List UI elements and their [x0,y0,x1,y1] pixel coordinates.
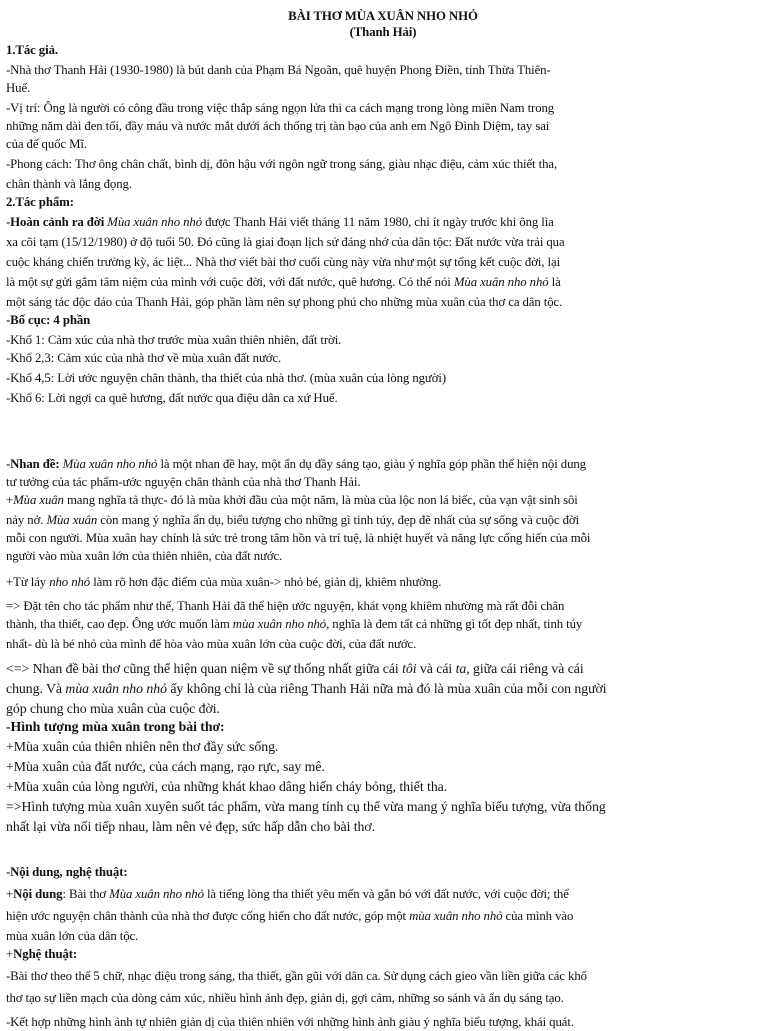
text-line: thơ tạo sự liền mạch của dòng cảm xúc, nhiều hình ảnh đẹp, giản dị, gợi cảm, những so sánh và ẩn dụ sáng tạo. [6,991,564,1005]
text-line: những năm dài đen tối, đầy máu và nước mắt dưới ách thống trị tàn bạo của anh em Ngô Đình Diệm, tay sai [6,119,550,133]
italic-span: Mùa xuân nho nhỏ [453,275,549,289]
text-line: -Kết hợp những hình ảnh tự nhiên giản dị của thiên nhiên với những hình ảnh giàu ý nghĩa biểu tượng, khái quát. [6,1015,574,1029]
text-span: + [6,493,14,507]
text-line: -Khổ 6: Lời ngợi ca quê hương, đất nước qua điệu dân ca xứ Huế. [6,391,338,405]
text-span: ấy không chỉ là của riêng Thanh Hải nữa mà đó là mùa xuân của mỗi con người [166,681,607,696]
text-span: là một nhan đề hay, một ẩn dụ đầy sáng tạo, giàu ý nghĩa góp phần thể hiện nội dung [157,457,586,471]
italic-span: Mùa xuân [46,513,98,527]
text-line: mỗi con người. Mùa xuân hay chính là sức trẻ trong tâm hồn và trí tuệ, là nhiệt huyết và năng lực cống hiến của mỗi [6,531,591,545]
bold-span: -Nhan đề: [6,457,60,471]
text-span: của mình vào [502,909,574,923]
text-span: là [548,275,561,289]
text-line: 1.Tác giả. [6,43,58,57]
text-line: một sáng tác độc đáo của Thanh Hải, góp phần làm nên sự phong phú cho những mùa xuân của thơ ca dân tộc. [6,295,563,309]
text-line: BÀI THƠ MÙA XUÂN NHO NHỎ [288,9,478,23]
text-line: => Đặt tên cho tác phẩm như thế, Thanh Hải đã thể hiện ước nguyện, khát vọng khiêm nhường mà rất đỗi chân [6,599,565,613]
text-span: làm rõ hơn đặc điểm của mùa xuân-> nhỏ bé, giản dị, khiêm nhường. [90,575,442,589]
italic-span: Mùa xuân nho nhỏ [62,457,158,471]
text-line: -Bài thơ theo thể 5 chữ, nhạc điệu trong sáng, tha thiết, gần gũi với dân ca. Sử dụng cách gieo vần liền giữa các khổ [6,969,587,983]
text-line [6,492,760,509]
text-line: -Khổ 1: Cảm xúc của nhà thơ trước mùa xuân thiên nhiên, đất trời. [6,333,342,347]
text-line: chân thành và lắng đọng. [6,177,132,191]
text-line [6,512,760,529]
text-line [6,274,760,291]
italic-span: mùa xuân nho nhỏ [232,617,327,631]
text-line: nhất lại vừa nối tiếp nhau, làm nên vẻ đẹp, sức hấp dẫn cho bài thơ. [6,819,376,834]
text-line: -Bố cục: 4 phần [6,313,91,327]
text-span: và cái [416,661,456,676]
text-line [6,908,760,925]
text-line: -Nhà thơ Thanh Hải (1930-1980) là bút danh của Phạm Bá Ngoãn, quê huyện Phong Điền, tỉnh Thừa Thiên- [6,63,551,77]
text-line: của đế quốc Mĩ. [6,137,87,151]
text-line [6,680,760,697]
text-line: -Vị trí: Ông là người có công đầu trong việc thắp sáng ngọn lửa thi ca cách mạng trong lòng miền Nam trong [6,101,555,115]
bold-span: -Hoàn cảnh ra đời [6,215,105,229]
text-line: +Mùa xuân của lòng người, của những khát khao dâng hiến cháy bỏng, thiết tha. [6,779,448,794]
text-line [6,946,760,963]
text-line: 2.Tác phẩm: [6,195,74,209]
italic-span: Mùa xuân nho nhỏ [109,887,204,901]
text-line: cuộc kháng chiến trường kỳ, ác liệt... Nhà thơ viết bài thơ cuối cùng này vừa như một sự tổng kết cuộc đời, lại [6,255,561,269]
bold-span: Nội dung [13,887,63,901]
text-line: -Nội dung, nghệ thuật: [6,865,128,879]
text-line [6,214,760,231]
text-span: hiện ước nguyện chân thành của nhà thơ được cống hiến cho đất nước, góp một [6,909,410,923]
text-span: nảy nở. [6,513,47,527]
italic-span: Mùa xuân nho nhỏ [107,215,203,229]
text-span: +Từ láy [6,575,50,589]
text-line: mùa xuân lớn của dân tộc. [6,929,139,943]
text-line: -Khổ 2,3: Cảm xúc của nhà thơ về mùa xuân đất nước. [6,351,282,365]
text-line: -Phong cách: Thơ ông chân chất, bình dị, đôn hậu với ngôn ngữ trong sáng, giàu nhạc điệu, cảm xúc thiết tha, [6,157,558,171]
text-line: -Khổ 4,5: Lời ước nguyện chân thành, tha thiết của nhà thơ. (mùa xuân của lòng người) [6,371,447,385]
italic-span: nho nhỏ [49,575,91,589]
text-line [6,616,760,633]
text-line: +Mùa xuân của thiên nhiên nên thơ đầy sức sống. [6,739,279,754]
text-span: <=> Nhan đề bài thơ cũng thể hiện quan niệm về sự thống nhất giữa cái [6,661,403,676]
text-line: -Hình tượng mùa xuân trong bài thơ: [6,719,225,734]
text-span: + [6,887,14,901]
bold-span: Nghệ thuật: [13,947,78,961]
text-line [6,660,760,677]
text-span: còn mang ý nghĩa ẩn dụ, biểu tượng cho những gì tinh túy, đẹp đẽ nhất của sự sống và cuộc đời [97,513,580,527]
text-span: + [6,947,14,961]
italic-span: tôi [402,661,417,676]
text-line: nhất- dù là bé nhỏ của mình để hòa vào mùa xuân lớn của cuộc đời, của đất nước. [6,637,417,651]
text-span: được Thanh Hải viết tháng 11 năm 1980, chỉ ít ngày trước khi ông lìa [202,215,554,229]
text-span: là tiếng lòng tha thiết yêu mến và gắn bó với đất nước, với cuộc đời; thể [203,887,569,901]
text-line: xa cõi tạm (15/12/1980) ở độ tuổi 50. Đó cũng là giai đoạn lịch sử đáng nhớ của dân tộc: Đất nước vừa trải qua [6,235,565,249]
italic-span: mùa xuân nho nhỏ [65,681,167,696]
text-line [6,886,760,903]
text-line: người vào mùa xuân lớn của thiên nhiên, của đất nước. [6,549,283,563]
text-line: góp chung cho mùa xuân của cuộc đời. [6,701,220,716]
italic-span: mùa xuân nho nhỏ [409,909,503,923]
text-line [6,456,760,473]
text-span: , giữa cái riêng và cái [466,661,584,676]
text-span: : Bài thơ [62,887,110,901]
text-span: thành, tha thiết, cao đẹp. Ông ước muốn làm [6,617,233,631]
text-line: (Thanh Hải) [349,25,417,39]
text-span: , nghĩa là đem tất cả những gì tốt đẹp nhất, tinh túy [326,617,583,631]
text-line [6,574,760,591]
text-span: là một sự gửi gắm tâm niệm của mình với cuộc đời, với đất nước, quê hương. Có thể nói [6,275,454,289]
italic-span: Mùa xuân [13,493,64,507]
text-span: mang nghĩa tả thực- đó là mùa khởi đầu của một năm, là mùa của lộc non lá biếc, của vạn vật sinh sôi [63,493,578,507]
text-line: Huế. [6,81,31,95]
text-line: +Mùa xuân của đất nước, của cách mạng, rạo rực, say mê. [6,759,325,774]
text-line: tư tưởng của tác phẩm-ước nguyện chân thành của nhà thơ Thanh Hải. [6,475,361,489]
text-span: chung. Và [6,681,66,696]
text-line: =>Hình tượng mùa xuân xuyên suốt tác phẩm, vừa mang tính cụ thể vừa mang ý nghĩa biểu tượng, vừa thống [6,799,606,814]
italic-span: ta [455,661,467,676]
